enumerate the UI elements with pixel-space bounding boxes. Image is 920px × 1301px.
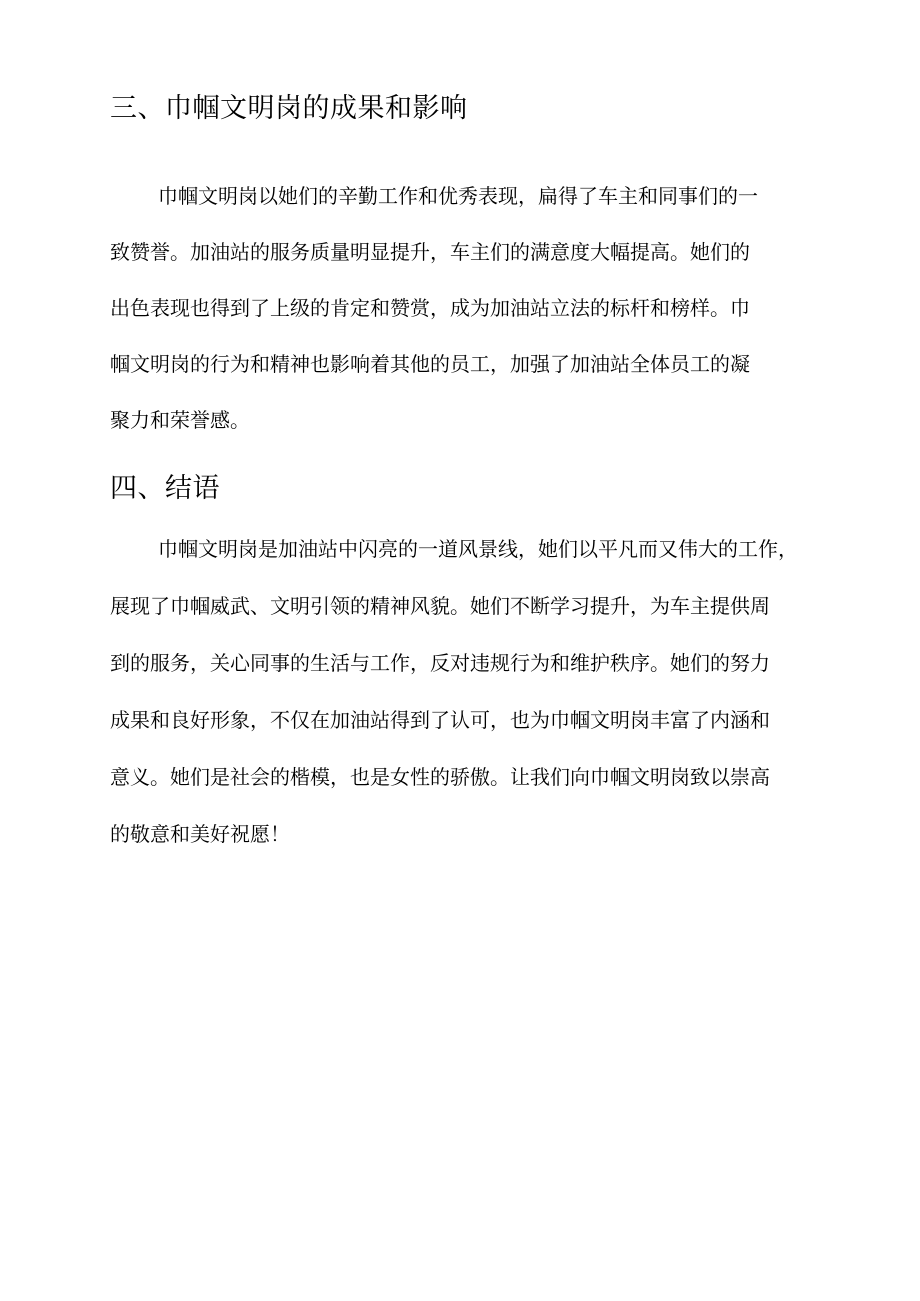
paragraph-line: 成果和良好形象，不仅在加油站得到了认可，也为巾帼文明岗丰富了内涵和	[110, 708, 770, 732]
section-heading-results: 三、巾帼文明岗的成果和影响	[110, 93, 468, 124]
paragraph-line: 巾帼文明岗是加油站中闪亮的一道风景线，她们以平凡而又伟大的工作，	[158, 537, 798, 561]
section-heading-conclusion: 四、结语	[110, 473, 220, 504]
paragraph-line: 到的服务，关心同事的生活与工作，反对违规行为和维护秩序。她们的努力	[110, 651, 770, 675]
paragraph-line: 致赞誉。加油站的服务质量明显提升，车主们的满意度大幅提高。她们的	[110, 240, 750, 264]
paragraph-line: 展现了巾帼威武、文明引领的精神风貌。她们不断学习提升，为车主提供周	[110, 594, 770, 618]
paragraph-line: 帼文明岗的行为和精神也影响着其他的员工，加强了加油站全体员工的凝	[110, 352, 750, 376]
paragraph-line: 出色表现也得到了上级的肯定和赞赏，成为加油站立法的标杆和榜样。巾	[110, 296, 750, 320]
paragraph-line: 聚力和荣誉感。	[110, 408, 250, 432]
paragraph-line: 巾帼文明岗以她们的辛勤工作和优秀表现，扁得了车主和同事们的一	[158, 184, 758, 208]
paragraph-line: 意义。她们是社会的楷模，也是女性的骄傲。让我们向巾帼文明岗致以崇高	[110, 765, 770, 789]
paragraph-line: 的敬意和美好祝愿！	[110, 822, 290, 846]
